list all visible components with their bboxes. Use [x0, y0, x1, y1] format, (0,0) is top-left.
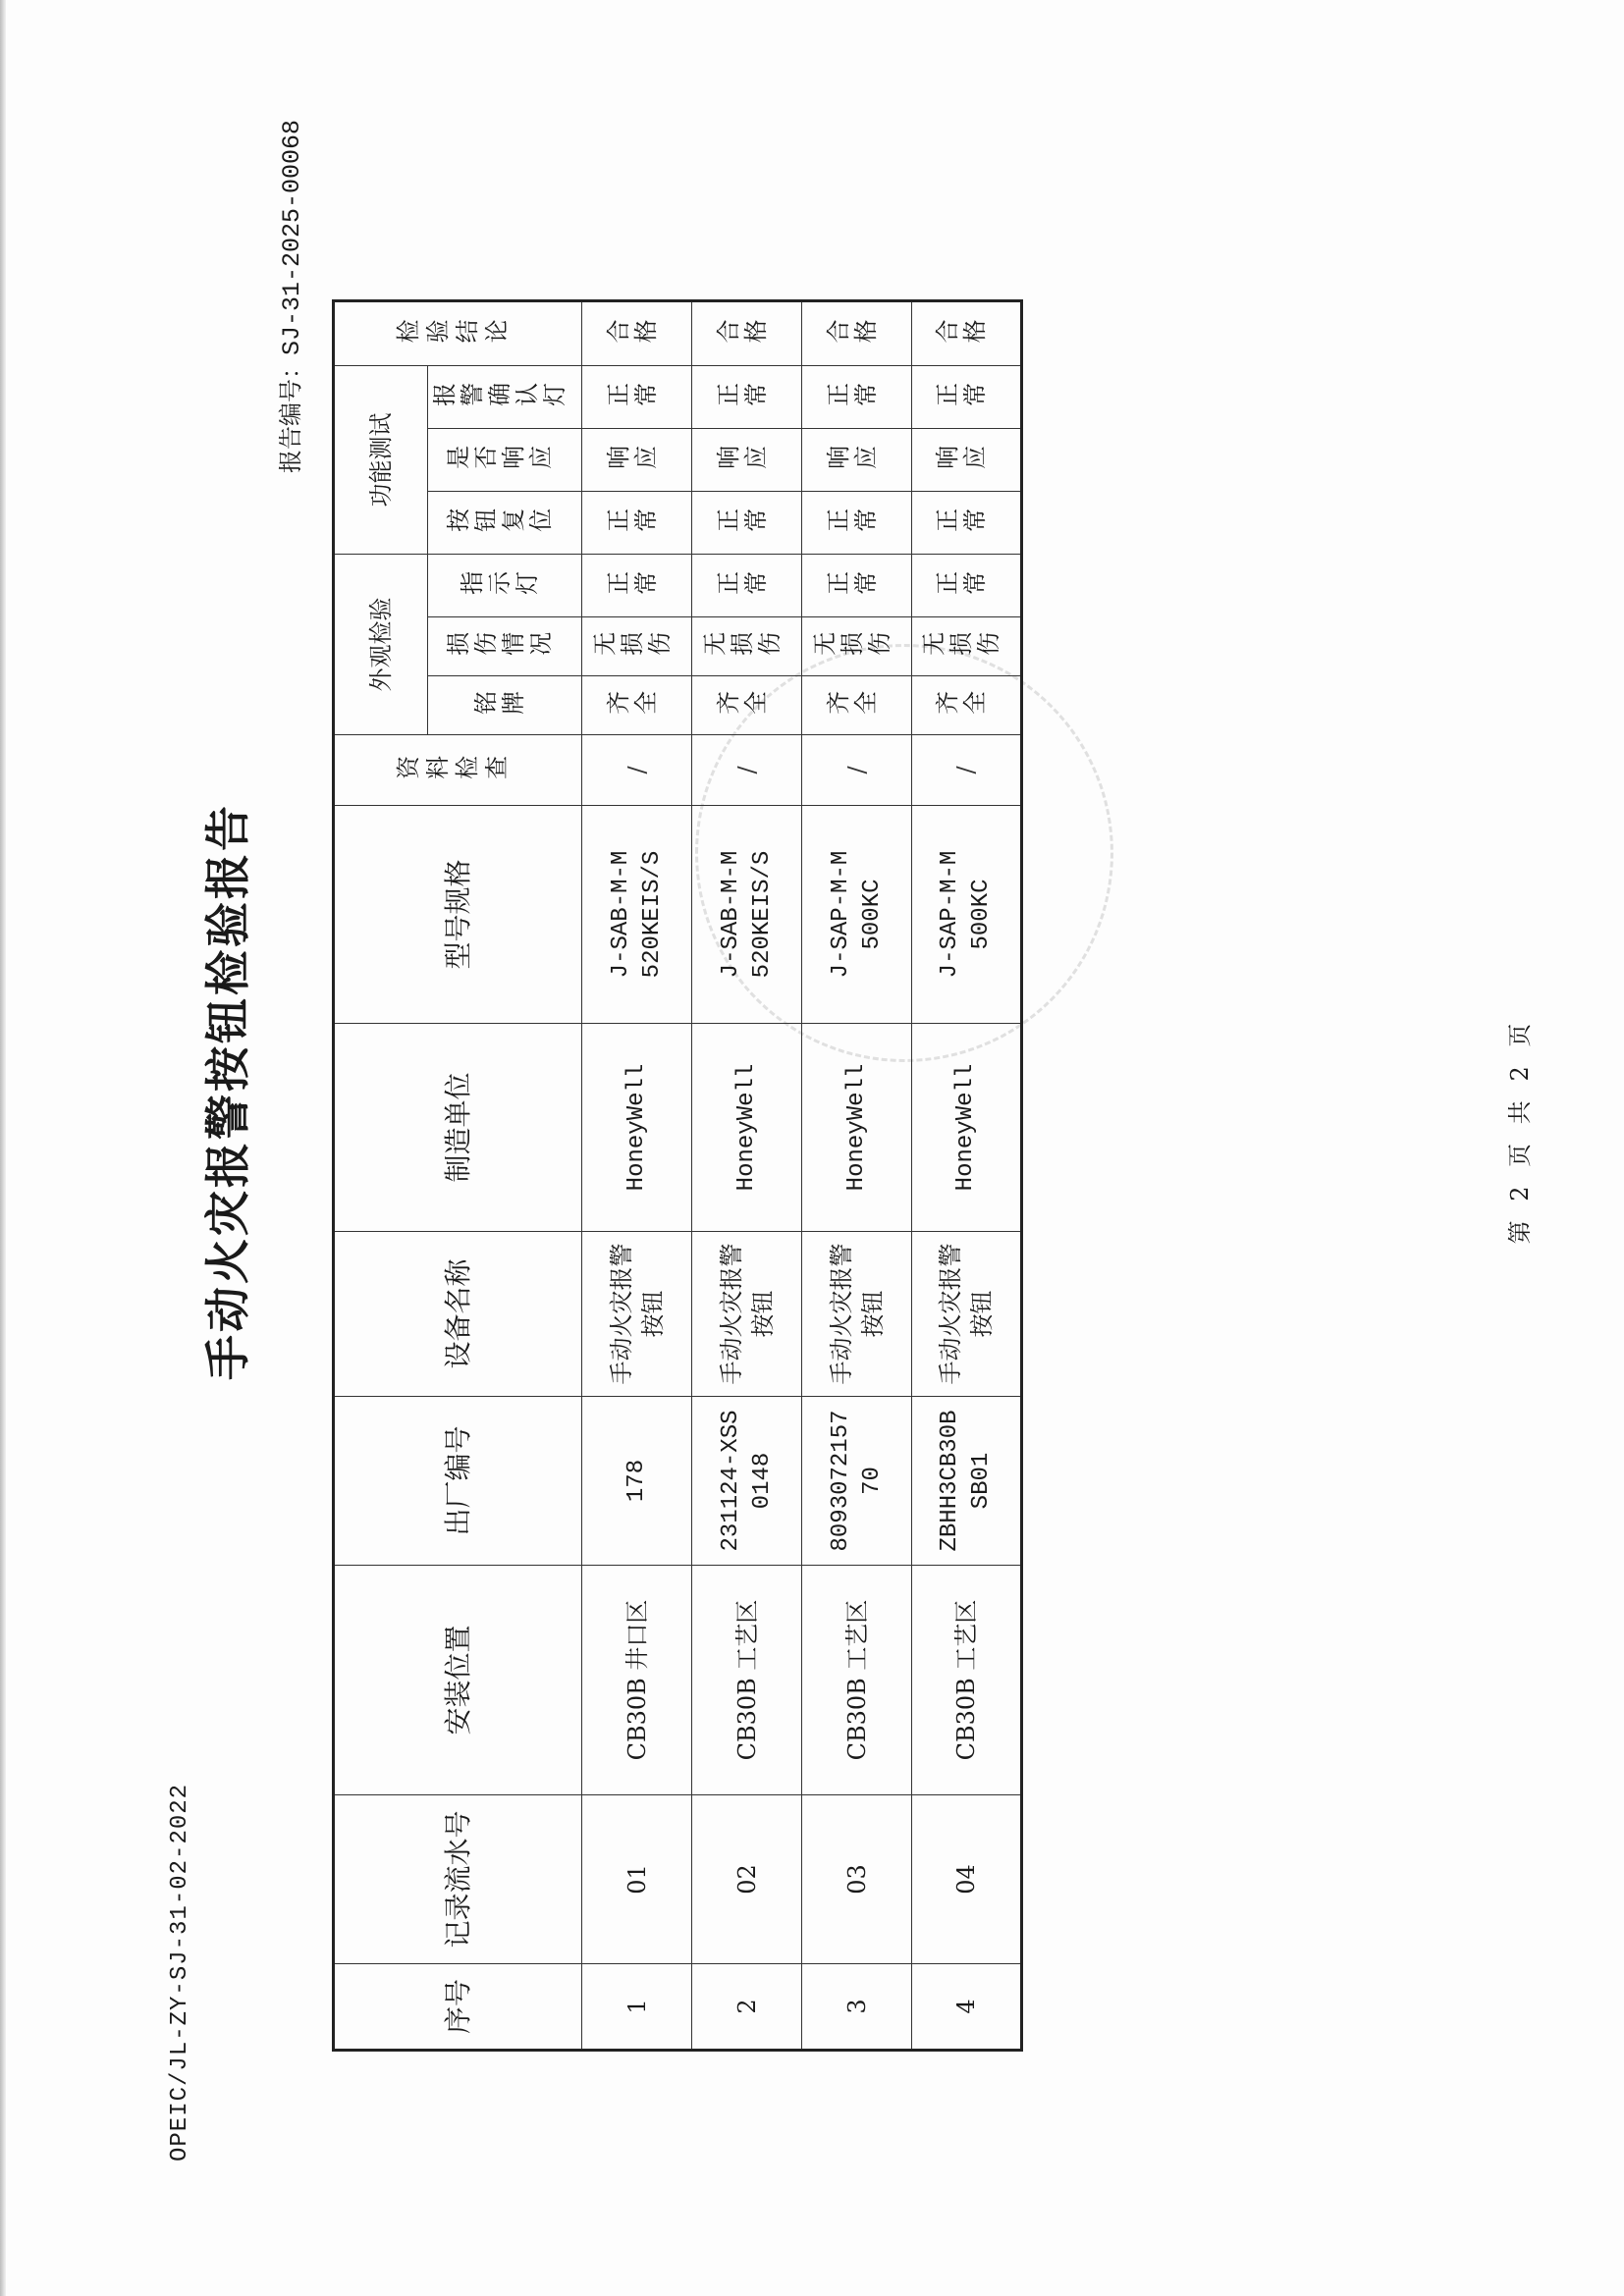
cell-reset-text: 正常 [935, 508, 991, 537]
cell-record-no: 04 [912, 1795, 1022, 1964]
header-function: 功能测试 [334, 366, 428, 555]
table-row [582, 301, 692, 2051]
header-doc-check-text: 资料检查 [395, 756, 514, 784]
rotated-sheet [145, 100, 1534, 2162]
inspection-table [332, 299, 1023, 2052]
cell-reset [802, 492, 912, 555]
cell-confirm-light [582, 366, 692, 429]
cell-manufacturer: HoneyWell [582, 1024, 692, 1232]
header-reset [428, 492, 582, 555]
cell-model: J-SAP-M-M 500KC [912, 806, 1022, 1024]
header-nameplate [428, 676, 582, 735]
cell-reset [692, 492, 802, 555]
cell-location: CB30B 井口区 [582, 1566, 692, 1795]
header-confirm-light-text: 报警确认灯 [432, 383, 569, 411]
cell-manufacturer: HoneyWell [802, 1024, 912, 1232]
cell-conclusion [692, 301, 802, 366]
cell-reset-text: 正常 [715, 508, 771, 537]
cell-location: CB30B 工艺区 [912, 1566, 1022, 1795]
cell-seq: 2 [692, 1964, 802, 2051]
cell-indicator [692, 555, 802, 617]
cell-response [692, 429, 802, 492]
cell-doc-check: / [582, 735, 692, 806]
header-conclusion [334, 301, 582, 366]
header-response [428, 429, 582, 492]
cell-manufacturer: HoneyWell [912, 1024, 1022, 1232]
cell-response-text: 响应 [715, 446, 771, 474]
cell-manufacturer: HoneyWell [692, 1024, 802, 1232]
cell-factory-no: 231124-XSS 0148 [692, 1397, 802, 1566]
cell-model: J-SAB-M-M 520KEIS/S [692, 806, 802, 1024]
cell-seq: 4 [912, 1964, 1022, 2051]
cell-nameplate-text: 齐全 [825, 691, 881, 720]
cell-damage-text: 无损伤 [811, 632, 894, 661]
cell-model: J-SAP-M-M 500KC [802, 806, 912, 1024]
header-indicator-text: 指示灯 [460, 571, 542, 600]
cell-confirm-light [692, 366, 802, 429]
cell-nameplate-text: 齐全 [605, 691, 661, 720]
cell-confirm-light [912, 366, 1022, 429]
cell-confirm-light-text: 正常 [825, 383, 881, 411]
cell-confirm-light-text: 正常 [715, 383, 771, 411]
cell-nameplate [802, 676, 912, 735]
header-device-name: 设备名称 [334, 1232, 582, 1397]
table-row [692, 301, 802, 2051]
header-conclusion-text: 检验结论 [395, 319, 514, 347]
cell-damage [582, 617, 692, 676]
cell-damage [692, 617, 802, 676]
cell-damage [802, 617, 912, 676]
cell-response-text: 响应 [825, 446, 881, 474]
table-row [912, 301, 1022, 2051]
cell-damage-text: 无损伤 [591, 632, 675, 661]
header-appearance: 外观检验 [334, 555, 428, 735]
header-damage [428, 617, 582, 676]
header-response-text: 是否响应 [446, 446, 556, 474]
cell-conclusion-text: 合格 [825, 319, 881, 347]
table-row [802, 301, 912, 2051]
cell-device-name: 手动火灾报警按钮 [802, 1232, 912, 1397]
cell-indicator-text: 正常 [935, 571, 991, 600]
cell-record-no: 02 [692, 1795, 802, 1964]
cell-location: CB30B 工艺区 [692, 1566, 802, 1795]
cell-conclusion-text: 合格 [605, 319, 661, 347]
document-code: OPEIC/JL-ZY-SJ-31-02-2022 [167, 1783, 193, 2162]
report-number-label: 报告编号： [277, 355, 304, 474]
header-reset-text: 按钮复位 [446, 508, 556, 537]
report-title: 手动火灾报警按钮检验报告 [201, 803, 254, 1380]
cell-record-no: 01 [582, 1795, 692, 1964]
cell-indicator [582, 555, 692, 617]
cell-doc-check: / [912, 735, 1022, 806]
cell-device-name: 手动火灾报警按钮 [692, 1232, 802, 1397]
cell-indicator [912, 555, 1022, 617]
cell-nameplate-text: 齐全 [935, 691, 991, 720]
header-damage-text: 损伤情况 [446, 632, 556, 661]
cell-response [912, 429, 1022, 492]
cell-device-name: 手动火灾报警按钮 [582, 1232, 692, 1397]
cell-indicator-text: 正常 [605, 571, 661, 600]
header-seq: 序号 [334, 1964, 582, 2051]
header-record-no: 记录流水号 [334, 1795, 582, 1964]
cell-damage-text: 无损伤 [701, 632, 785, 661]
cell-indicator [802, 555, 912, 617]
cell-nameplate [582, 676, 692, 735]
cell-device-name: 手动火灾报警按钮 [912, 1232, 1022, 1397]
cell-confirm-light-text: 正常 [935, 383, 991, 411]
cell-reset-text: 正常 [605, 508, 661, 537]
cell-doc-check: / [802, 735, 912, 806]
header-factory-no: 出厂编号 [334, 1397, 582, 1566]
cell-damage [912, 617, 1022, 676]
header-location: 安装位置 [334, 1566, 582, 1795]
cell-nameplate [692, 676, 802, 735]
cell-record-no: 03 [802, 1795, 912, 1964]
cell-response-text: 响应 [605, 446, 661, 474]
cell-conclusion-text: 合格 [715, 319, 771, 347]
cell-model: J-SAB-M-M 520KEIS/S [582, 806, 692, 1024]
cell-indicator-text: 正常 [825, 571, 881, 600]
header-model: 型号规格 [334, 806, 582, 1024]
cell-indicator-text: 正常 [715, 571, 771, 600]
cell-response [582, 429, 692, 492]
cell-nameplate [912, 676, 1022, 735]
header-manufacturer: 制造单位 [334, 1024, 582, 1232]
header-confirm-light [428, 366, 582, 429]
cell-conclusion [582, 301, 692, 366]
cell-seq: 3 [802, 1964, 912, 2051]
cell-response-text: 响应 [935, 446, 991, 474]
report-number-value: SJ-31-2025-00068 [278, 120, 306, 356]
report-number [271, 120, 306, 473]
cell-reset-text: 正常 [825, 508, 881, 537]
cell-response [802, 429, 912, 492]
header-nameplate-text: 铭牌 [473, 691, 528, 720]
cell-reset [912, 492, 1022, 555]
cell-reset [582, 492, 692, 555]
report-table-wrap [332, 299, 1023, 2052]
cell-factory-no: 8093072157 70 [802, 1397, 912, 1566]
cell-conclusion-text: 合格 [935, 319, 991, 347]
cell-factory-no: 178 [582, 1397, 692, 1566]
cell-confirm-light [802, 366, 912, 429]
cell-seq: 1 [582, 1964, 692, 2051]
cell-doc-check: / [692, 735, 802, 806]
cell-factory-no: ZBHH3CB30B SB01 [912, 1397, 1022, 1566]
cell-conclusion [912, 301, 1022, 366]
cell-conclusion [802, 301, 912, 366]
cell-location: CB30B 工艺区 [802, 1566, 912, 1795]
cell-confirm-light-text: 正常 [605, 383, 661, 411]
scan-edge [0, 0, 6, 2296]
cell-nameplate-text: 齐全 [715, 691, 771, 720]
header-indicator [428, 555, 582, 617]
cell-damage-text: 无损伤 [921, 632, 1004, 661]
header-doc-check [334, 735, 582, 806]
page-footer: 第 2 页 共 2 页 [1506, 1017, 1534, 1245]
